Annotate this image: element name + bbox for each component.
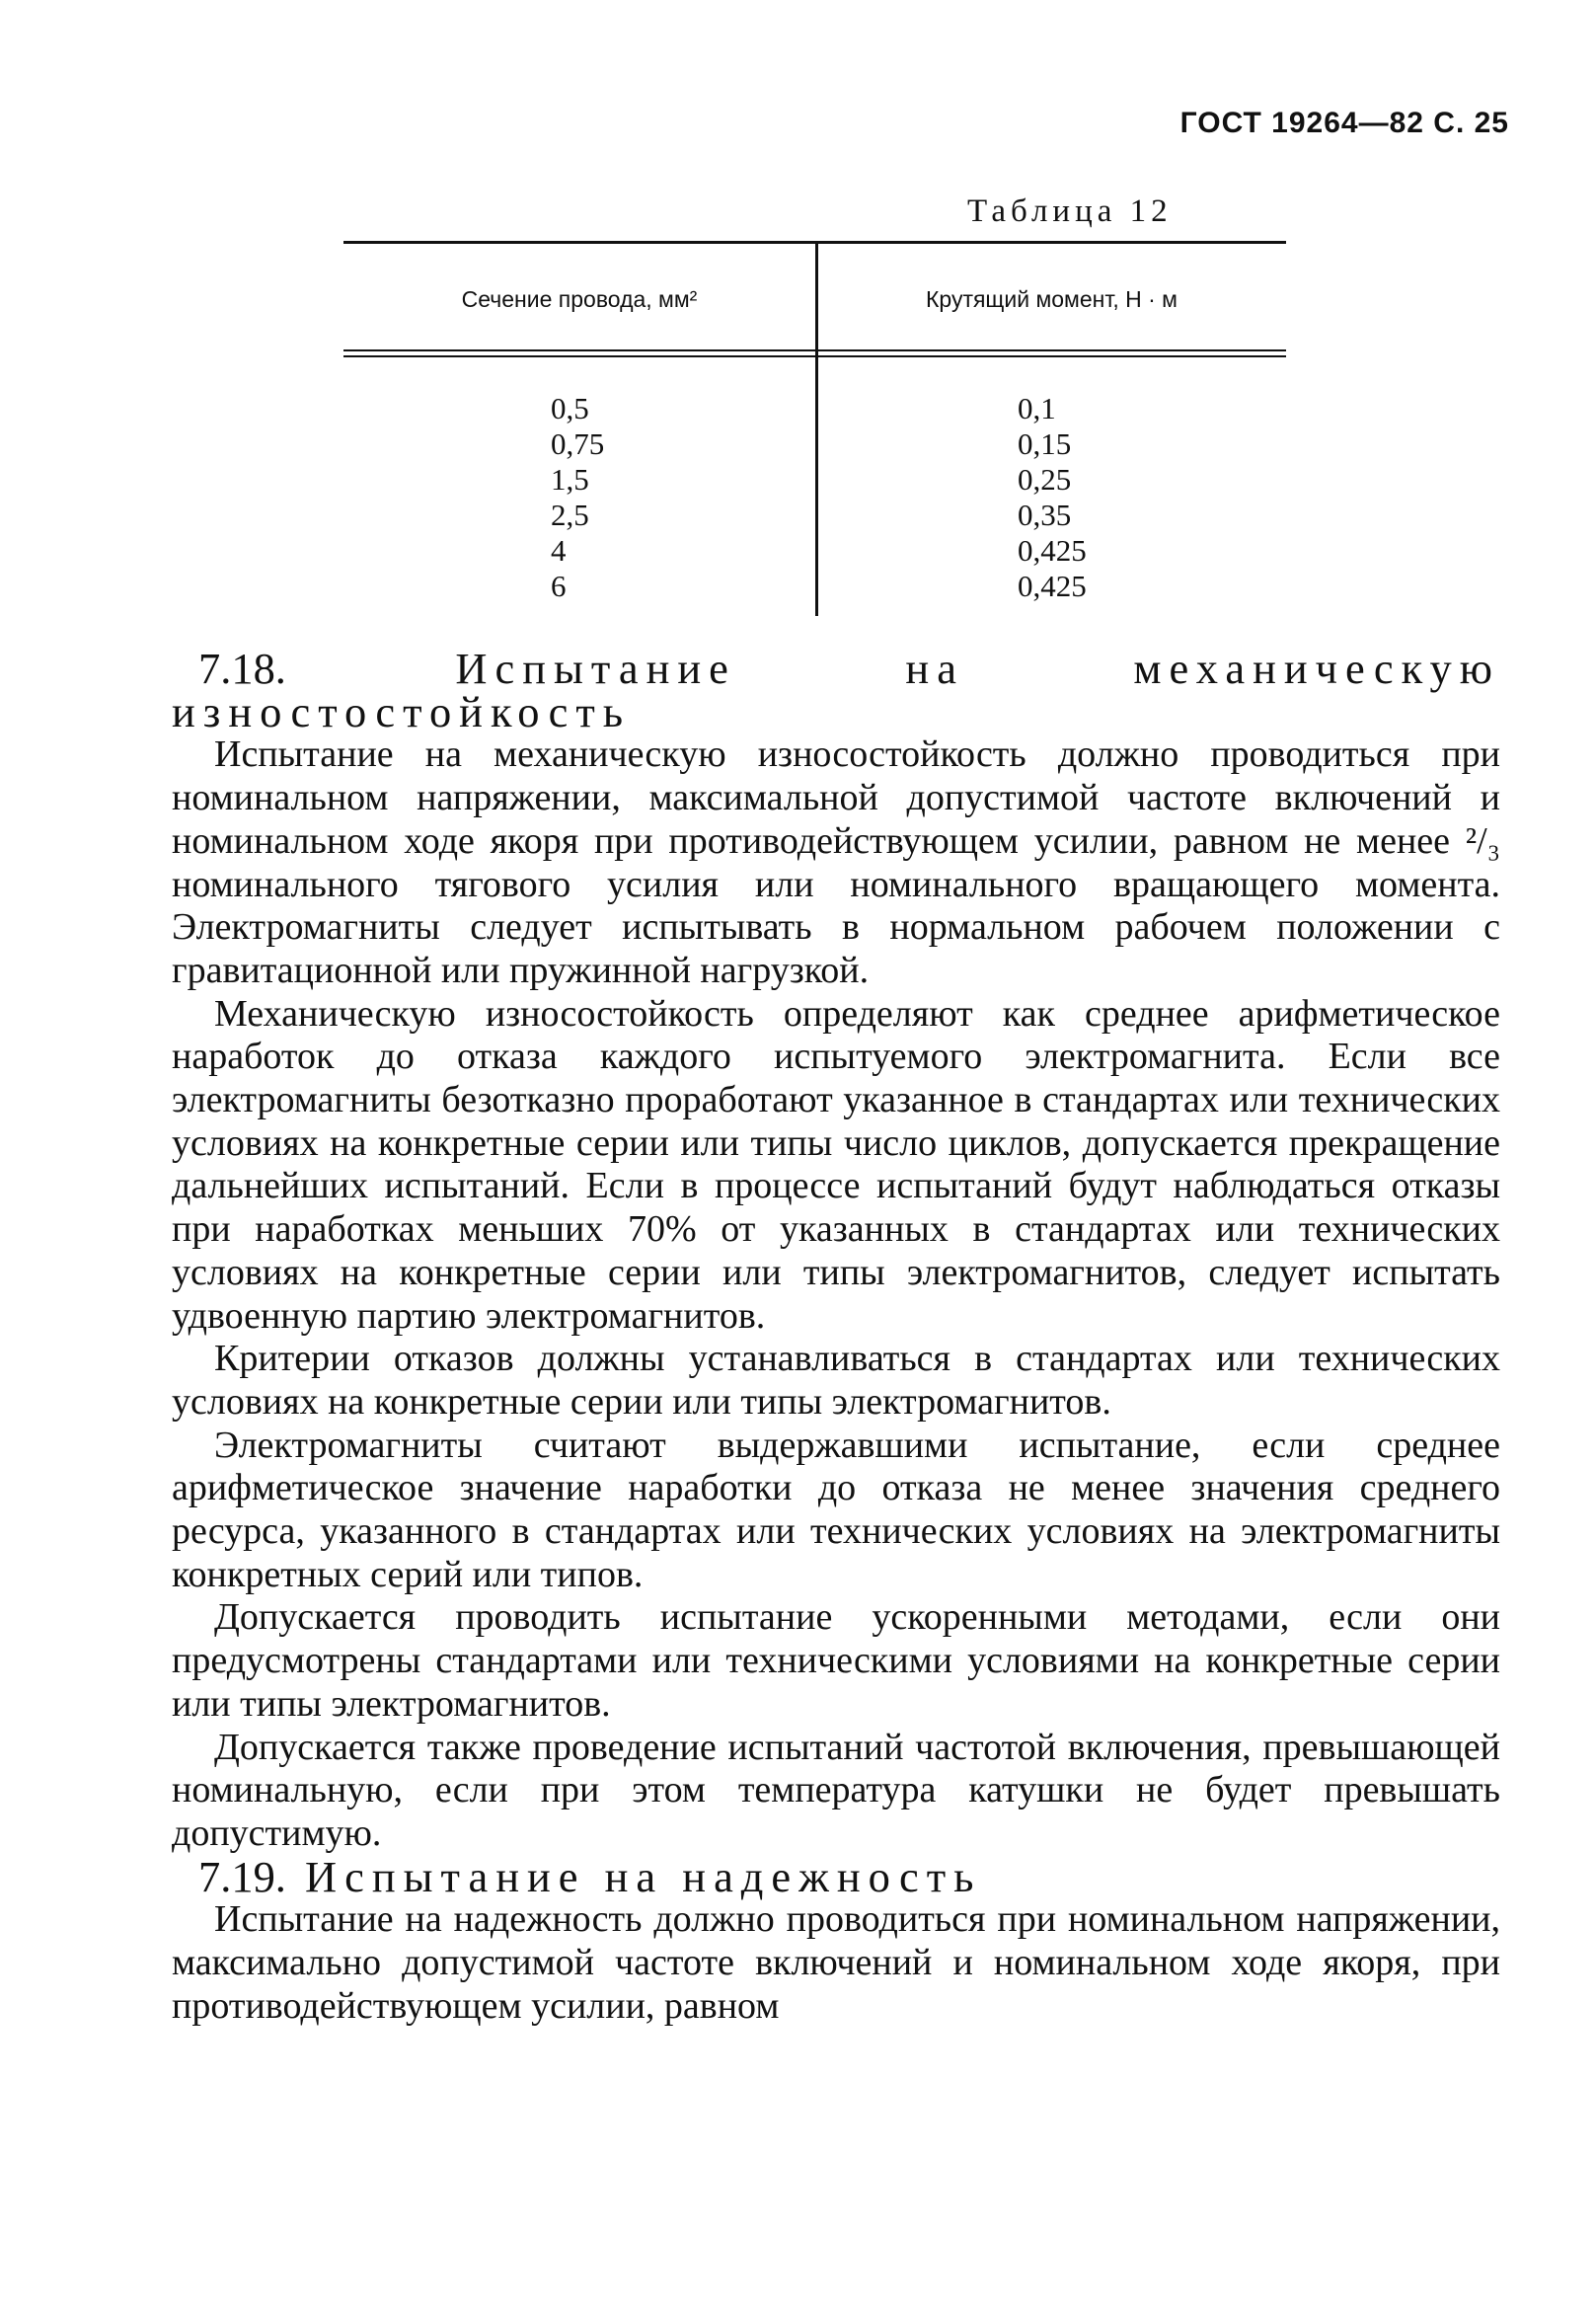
table-cell: 0,35 — [1018, 498, 1072, 532]
column-torque — [1018, 391, 1087, 604]
paragraph: Механическую износостойкость определяют как среднее арифметическое наработок до отказа каждого испытуемого электромагнита. Если все электромагниты безотказно проработают указанное в стандартах или технических условиях на конкретные серии или типы число циклов, допускается прекращение дальнейших испытаний. Если в процессе испытаний будут наблюдаться отказы при наработках меньших 70% от указанных в стандартах или технических условиях на конкретные серии или типы электромагнитов, следует испытать удвоенную партию электромагнитов. — [172, 992, 1500, 1337]
section-number: 7.19. — [198, 1851, 286, 1901]
column-wire-section — [551, 391, 604, 604]
table-cell: 0,425 — [1018, 569, 1087, 603]
table-cell: 1,5 — [551, 462, 589, 497]
table-cell: 6 — [551, 569, 567, 603]
paragraph: Допускается проводить испытание ускоренными методами, если они предусмотрены стандартами или техническими условиями на конкретные серии или типы электромагнитов. — [172, 1596, 1500, 1725]
section-number: 7.18. — [198, 644, 286, 693]
paragraph: Испытание на механическую износостойкость должно проводиться при номинальном напряжении, максимальной допустимой частоте включений и номинальном ходе якоря при противодействующем усилии, равном не менее ²/₃ номинального тягового усилия или номинального вращающего момента. Электромагниты следует испытывать в нормальном рабочем положении с гравитационной или пружинной нагрузкой. — [172, 733, 1500, 991]
torque-table — [343, 241, 1286, 616]
paragraph: Электромагниты считают выдержавшими испытание, если среднее арифметическое значение наработки до отказа не менее значения среднего ресурса, указанного в стандартах или технических условиях на электромагниты конкретных серий или типов. — [172, 1424, 1500, 1595]
table-cell: 4 — [551, 533, 567, 568]
section-title: Испытание на механическую изностостойкость — [172, 644, 1500, 736]
table-caption: Таблица 12 — [967, 193, 1173, 229]
paragraph: Испытание на надежность должно проводиться при номинальном напряжении, максимально допустимой частоте включений и номинальном ходе якоря, при противодействующем усилии, равном — [172, 1898, 1500, 2027]
section-title: Испытание на надежность — [305, 1851, 982, 1901]
table-cell: 2,5 — [551, 498, 589, 532]
table-cell: 0,425 — [1018, 533, 1087, 568]
column-header-wire-section: Сечение провода, мм² — [461, 286, 698, 312]
paragraph: Критерии отказов должны устанавливаться в стандартах или технических условиях на конкретные серии или типы электромагнитов. — [172, 1338, 1500, 1423]
section-heading-7-19 — [172, 1851, 1500, 1901]
table-cell: 0,5 — [551, 391, 589, 425]
table-cell: 0,75 — [551, 426, 605, 461]
body-text — [172, 644, 1500, 2029]
table-cell: 0,1 — [1018, 391, 1056, 425]
table-cell: 0,25 — [1018, 462, 1072, 497]
column-header-torque: Крутящий момент, Н · м — [926, 286, 1178, 312]
section-heading-7-18 — [172, 644, 1500, 736]
table-cell: 0,15 — [1018, 426, 1072, 461]
paragraph: Допускается также проведение испытаний частотой включения, превышающей номинальную, если при этом температура катушки не будет превышать допустимую. — [172, 1726, 1500, 1854]
page-header: ГОСТ 19264—82 С. 25 — [1179, 107, 1509, 139]
